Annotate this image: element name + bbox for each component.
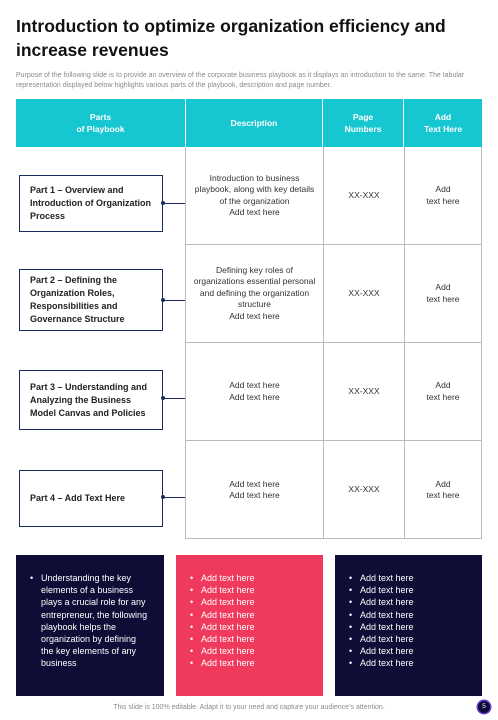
connector-line: [163, 203, 185, 204]
row-page-number: XX-XXX: [323, 245, 404, 342]
table-header: [16, 99, 482, 147]
connector-dot: [161, 298, 165, 302]
bullet-item: • Add text here: [190, 621, 309, 633]
header-add-text: Add Text Here: [403, 99, 482, 147]
bullet-item: • Add text here: [349, 572, 468, 584]
table-row: [186, 441, 481, 539]
pink-box: [176, 555, 323, 696]
table-row: [186, 147, 481, 245]
connector-line: [163, 300, 185, 301]
bullet-item: • Add text here: [190, 633, 309, 645]
bullet-item: • Add text here: [190, 596, 309, 608]
bullet-item: • Add text here: [349, 645, 468, 657]
summary-box: [16, 555, 164, 696]
bullet-item: • Understanding the key elements of a business plays a crucial role for any entrepreneur, the following playbook helps the organization by defining the key elements of any business: [30, 572, 150, 670]
row-add-text: Add text here: [404, 147, 481, 244]
header-page-numbers: Page Numbers: [322, 99, 403, 147]
part-2-box: Part 2 – Defining the Organization Roles, Responsibilities and Governance Structure: [19, 269, 163, 331]
connector-dot: [161, 495, 165, 499]
row-description: Defining key roles of organizations essential personal and defining the organization structure Add text here: [193, 264, 316, 321]
row-add-text: Add text here: [404, 441, 481, 539]
navy-box: [335, 555, 482, 696]
row-add-text: Add text here: [404, 343, 481, 440]
header-parts: Parts of Playbook: [76, 112, 125, 134]
bullet-item: • Add text here: [190, 645, 309, 657]
bullet-item: • Add text here: [190, 657, 309, 669]
page-number-badge: 5: [478, 701, 490, 713]
row-page-number: XX-XXX: [323, 147, 404, 244]
connector-dot: [161, 201, 165, 205]
page-title: Introduction to optimize organization efficiency and increase revenues: [16, 16, 446, 60]
bullet-item: • Add text here: [349, 657, 468, 669]
table-row: [186, 343, 481, 441]
row-description: Add text here Add text here: [229, 380, 280, 402]
part-4-box: Part 4 – Add Text Here: [19, 470, 163, 527]
bullet-item: • Add text here: [349, 609, 468, 621]
connector-line: [163, 398, 185, 399]
table-row: [186, 245, 481, 343]
row-description: Introduction to business playbook, along with key details of the organization Add text here: [194, 172, 315, 217]
part-1-box: Part 1 – Overview and Introduction of Organization Process: [19, 175, 163, 232]
connector-dot: [161, 396, 165, 400]
connector-line: [163, 497, 185, 498]
row-add-text: Add text here: [404, 245, 481, 342]
row-description: Add text here Add text here: [229, 478, 280, 500]
page-subtitle: Purpose of the following slide is to provide an overview of the corporate business playbook as it displays an introduction to the same. The tabular representation displayed below highlights various parts of the playbook, description and page number.: [16, 72, 465, 89]
bullet-item: • Add text here: [190, 584, 309, 596]
row-page-number: XX-XXX: [323, 441, 404, 539]
header-description: Description: [185, 99, 322, 147]
row-page-number: XX-XXX: [323, 343, 404, 440]
table-grid: [185, 147, 482, 539]
bullet-item: • Add text here: [349, 596, 468, 608]
bullet-item: • Add text here: [190, 609, 309, 621]
part-3-box: Part 3 – Understanding and Analyzing the Business Model Canvas and Policies: [19, 370, 163, 430]
bullet-item: • Add text here: [349, 633, 468, 645]
bullet-item: • Add text here: [190, 572, 309, 584]
footer-note: This slide is 100% editable. Adapt it to your need and capture your audience’s attention.: [113, 704, 385, 711]
bullet-item: • Add text here: [349, 621, 468, 633]
bullet-item: • Add text here: [349, 584, 468, 596]
